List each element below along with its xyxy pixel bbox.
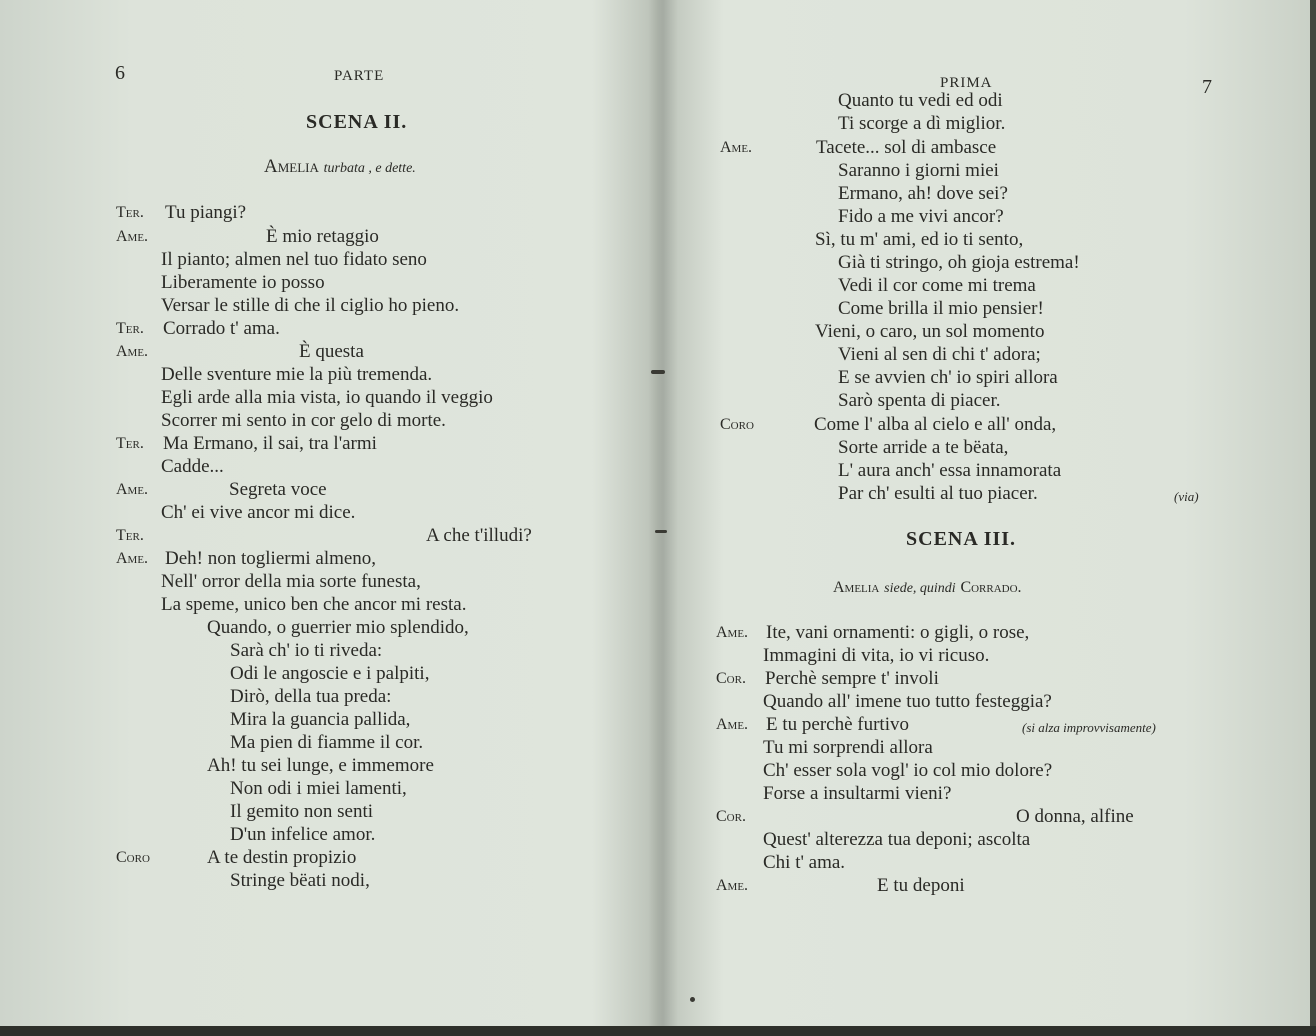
verse-line: Segreta voce xyxy=(229,479,327,500)
verse-line: È questa xyxy=(299,341,364,362)
verse-line: A te destin propizio xyxy=(207,847,357,868)
verse-line: Sì, tu m' ami, ed io ti sento, xyxy=(815,229,1024,250)
direction-text: turbata , e dette. xyxy=(323,161,416,176)
running-head: PARTE xyxy=(334,68,385,84)
verse-line: Ma pien di fiamme il cor. xyxy=(230,732,424,753)
verse-line: O donna, alfine xyxy=(1016,806,1134,827)
verse-line: Odi le angoscie e i palpiti, xyxy=(230,663,430,684)
verse-line: Quest' alterezza tua deponi; ascolta xyxy=(763,829,1031,850)
scene-title: SCENA II. xyxy=(306,111,408,133)
verse-line: Ch' esser sola vogl' io col mio dolore? xyxy=(763,760,1053,781)
verse-line: Forse a insultarmi vieni? xyxy=(763,783,952,804)
verse-line: Liberamente io posso xyxy=(161,272,325,293)
speaker: Ame. xyxy=(116,550,149,567)
stain-dot xyxy=(690,997,695,1002)
verse-line: Tacete... sol di ambasce xyxy=(816,137,997,158)
verse-line: E tu perchè furtivo xyxy=(766,714,909,735)
verse-line: Il pianto; almen nel tuo fidato seno xyxy=(161,249,427,270)
verse-line: Dirò, della tua preda: xyxy=(230,686,392,707)
verse-line: Immagini di vita, io vi ricuso. xyxy=(763,645,990,666)
verse-line: Quando, o guerrier mio splendido, xyxy=(207,617,469,638)
verse-line: Ite, vani ornamenti: o gigli, o rose, xyxy=(766,622,1030,643)
character-name: Amelia xyxy=(264,156,319,177)
verse-line: Ermano, ah! dove sei? xyxy=(838,183,1008,204)
speaker: Cor. xyxy=(716,670,746,687)
verse-line: La speme, unico ben che ancor mi resta. xyxy=(161,594,467,615)
aside-direction: (si alza improvvisamente) xyxy=(1022,720,1156,735)
verse-line: Ti scorge a dì miglior. xyxy=(838,113,1006,134)
speaker: Coro xyxy=(116,849,150,866)
speaker: Ter. xyxy=(116,204,144,221)
verse-line: Sorte arride a te bëata, xyxy=(838,437,1009,458)
verse-line: Par ch' esulti al tuo piacer. xyxy=(838,483,1038,504)
character-name: Amelia xyxy=(833,579,880,596)
speaker: Ame. xyxy=(716,624,749,641)
verse-line: Vieni al sen di chi t' adora; xyxy=(838,344,1041,365)
speaker: Ter. xyxy=(116,435,144,452)
stage-direction xyxy=(833,576,1022,600)
speaker: Cor. xyxy=(716,808,746,825)
left-page xyxy=(0,0,660,1026)
speaker: Ame. xyxy=(116,228,149,245)
verse-line: E se avvien ch' io spiri allora xyxy=(838,367,1058,388)
verse-line: Saranno i giorni miei xyxy=(838,160,999,181)
stage-direction xyxy=(264,156,416,180)
verse-line: Fido a me vivi ancor? xyxy=(838,206,1004,227)
verse-line: Vieni, o caro, un sol momento xyxy=(815,321,1045,342)
verse-line: Quando all' imene tuo tutto festeggia? xyxy=(763,691,1052,712)
scene-title: SCENA III. xyxy=(906,528,1017,550)
verse-line: Ch' ei vive ancor mi dice. xyxy=(161,502,356,523)
verse-line: Come brilla il mio pensier! xyxy=(838,298,1044,319)
verse-line: Tu piangi? xyxy=(165,202,247,223)
running-head: PRIMA xyxy=(940,75,993,91)
direction-text: siede, quindi xyxy=(884,581,956,596)
speaker: Ame. xyxy=(716,877,749,894)
verse-line: Nell' orror della mia sorte funesta, xyxy=(161,571,421,592)
verse-line: Tu mi sorprendi allora xyxy=(763,737,933,758)
verse-line: E tu deponi xyxy=(877,875,965,896)
verse-line: L' aura anch' essa innamorata xyxy=(838,460,1062,481)
speaker: Ame. xyxy=(720,139,753,156)
page-edge-right xyxy=(1310,0,1316,1036)
verse-line: Già ti stringo, oh gioja estrema! xyxy=(838,252,1080,273)
stain-mark xyxy=(655,530,667,533)
verse-line: A che t'illudi? xyxy=(426,525,532,546)
stain-mark xyxy=(651,370,665,374)
verse-line: Sarà ch' io ti riveda: xyxy=(230,640,383,661)
speaker: Ame. xyxy=(116,343,149,360)
verse-line: Mira la guancia pallida, xyxy=(230,709,411,730)
verse-line: Come l' alba al cielo e all' onda, xyxy=(814,414,1057,435)
verse-line: Scorrer mi sento in cor gelo di morte. xyxy=(161,410,446,431)
verse-line: Ma Ermano, il sai, tra l'armi xyxy=(163,433,377,454)
speaker: Ame. xyxy=(116,481,149,498)
speaker: Ter. xyxy=(116,320,144,337)
page-number: 6 xyxy=(115,62,125,84)
verse-line: Quanto tu vedi ed odi xyxy=(838,90,1003,111)
verse-line: Corrado t' ama. xyxy=(163,318,280,339)
speaker: Ame. xyxy=(716,716,749,733)
verse-line: È mio retaggio xyxy=(266,226,379,247)
verse-line: Perchè sempre t' involi xyxy=(765,668,939,689)
speaker: Coro xyxy=(720,416,754,433)
page-number: 7 xyxy=(1202,76,1212,98)
verse-line: Ah! tu sei lunge, e immemore xyxy=(207,755,434,776)
verse-line: Cadde... xyxy=(161,456,224,477)
verse-line: Stringe bëati nodi, xyxy=(230,870,370,891)
verse-line: Sarò spenta di piacer. xyxy=(838,390,1001,411)
verse-line: Delle sventure mie la più tremenda. xyxy=(161,364,433,385)
verse-line: Versar le stille di che il ciglio ho pieno. xyxy=(161,295,460,316)
verse-line: D'un infelice amor. xyxy=(230,824,376,845)
verse-line: Chi t' ama. xyxy=(763,852,846,873)
verse-line: Egli arde alla mia vista, io quando il veggio xyxy=(161,387,493,408)
exit-direction: (via) xyxy=(1174,489,1199,504)
right-page xyxy=(668,0,1310,1026)
verse-line: Vedi il cor come mi trema xyxy=(838,275,1036,296)
verse-line: Deh! non togliermi almeno, xyxy=(165,548,377,569)
page-edge-bottom xyxy=(0,1026,1316,1036)
verse-line: Non odi i miei lamenti, xyxy=(230,778,407,799)
character-name: Corrado. xyxy=(960,579,1022,596)
verse-line: Il gemito non senti xyxy=(230,801,374,822)
speaker: Ter. xyxy=(116,527,144,544)
